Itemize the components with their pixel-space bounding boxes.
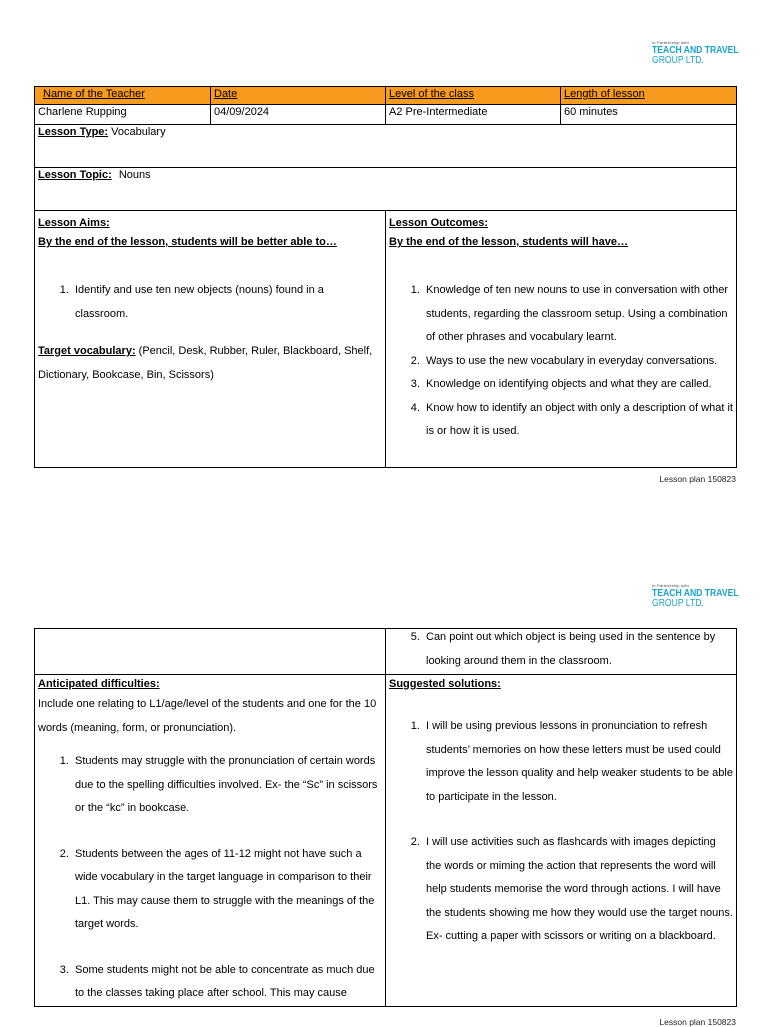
outcomes-list [389, 279, 733, 444]
difficulties-intro: Include one relating to L1/age/level of the students and one for the 10 words (meaning, form, or pronunciation). [38, 698, 377, 734]
outcome-item: 2. Ways to use the new vocabulary in everyday conversations. [423, 350, 733, 374]
outcome-item: 1. Knowledge of ten new nouns to use in conversation with other students, regarding the classroom setup. Using a combination of other phrases and vocabulary learnt. [423, 279, 733, 350]
lesson-length: 60 minutes [561, 105, 737, 125]
difficulties-list [38, 750, 382, 1006]
outcomes-list-continued [389, 626, 733, 673]
aims-outcomes-row [35, 211, 737, 468]
difficulties-solutions-row [35, 675, 737, 1007]
outcomes-continued-row [35, 629, 737, 675]
difficulty-item: 3. Some students might not be able to concentrate as much due to the classes taking place after school. This may cause [72, 959, 382, 1006]
lesson-plan-table-page-1 [34, 86, 737, 468]
lesson-topic-row [35, 168, 737, 211]
logo-tagline: In Partnership with [652, 40, 689, 45]
lesson-type-value: Vocabulary [111, 126, 166, 138]
outcomes-subtitle: By the end of the lesson, students will have… [389, 236, 628, 248]
target-vocabulary [38, 340, 382, 387]
logo-line-2: GROUP LTD. [652, 597, 704, 609]
lesson-type-label: Lesson Type: [38, 126, 109, 138]
logo-tagline: In Partnership with [652, 583, 689, 588]
solution-item: 1. I will be using previous lessons in pronunciation to refresh students’ memories on how these letters must be used could improve the lesson quality and help weaker students to be able to participate in the lesson. [423, 715, 733, 809]
solutions-list [389, 715, 733, 949]
lesson-plan-table-page-2 [34, 628, 737, 1007]
outcomes-title: Lesson Outcomes: [389, 217, 489, 229]
aims-list [38, 279, 382, 326]
logo-line-2: GROUP LTD. [652, 54, 704, 66]
teacher-name: Charlene Rupping [35, 105, 211, 125]
level-label: Level of the class [386, 87, 561, 105]
solution-item: 2. I will use activities such as flashcards with images depicting the words or miming the action that represents the word will help students memorise the word through actions. I will have the students showing me how they would use the target nouns. Ex- cutting a paper with scissors or writing on a blackboard. [423, 831, 733, 949]
lesson-topic-value: Nouns [118, 169, 151, 181]
company-logo [652, 40, 742, 65]
lesson-type-row [35, 125, 737, 168]
target-vocabulary-value: (Pencil, Desk, Rubber, Ruler, Blackboard, Shelf, Dictionary, Bookcase, Bin, Scissors) [38, 345, 373, 381]
solutions-cell [386, 675, 737, 1007]
difficulties-cell [35, 675, 386, 1007]
date-label: Date [211, 87, 386, 105]
outcomes-cell [386, 211, 737, 468]
aims-title: Lesson Aims: [38, 217, 110, 229]
length-label: Length of lesson [561, 87, 737, 105]
lesson-date: 04/09/2024 [211, 105, 386, 125]
difficulty-item: 2. Students between the ages of 11-12 might not have such a wide vocabulary in the target language in comparison to their L1. This may cause them to struggle with the meanings of the target words. [72, 843, 382, 937]
lesson-topic-label: Lesson Topic: [38, 169, 112, 181]
logo-line-1: TEACH AND TRAVEL [652, 587, 739, 599]
difficulties-title: Anticipated difficulties: [38, 678, 160, 690]
header-row [35, 87, 737, 105]
teacher-label: Name of the Teacher [35, 87, 211, 105]
aims-subtitle: By the end of the lesson, students will be better able to… [38, 236, 337, 248]
solutions-title: Suggested solutions: [389, 678, 501, 690]
aims-cell [35, 211, 386, 468]
class-level: A2 Pre-Intermediate [386, 105, 561, 125]
difficulty-item: 1. Students may struggle with the pronunciation of certain words due to the spelling difficulties involved. Ex- the “Sc” in scissors or the “kc” in bookcase. [72, 750, 382, 821]
page-footer: Lesson plan 150823 [659, 1017, 736, 1027]
outcome-item: 5. Can point out which object is being used in the sentence by looking around them in the classroom. [423, 626, 733, 673]
outcome-item: 4. Know how to identify an object with only a description of what it is or how it is used. [423, 397, 733, 444]
outcome-item: 3. Knowledge on identifying objects and what they are called. [423, 373, 733, 397]
company-logo [652, 583, 742, 608]
page-footer: Lesson plan 150823 [659, 474, 736, 484]
header-values-row [35, 105, 737, 125]
aim-item: 1. Identify and use ten new objects (nouns) found in a classroom. [72, 279, 352, 326]
target-vocabulary-label: Target vocabulary: [38, 345, 136, 357]
logo-line-1: TEACH AND TRAVEL [652, 44, 739, 56]
